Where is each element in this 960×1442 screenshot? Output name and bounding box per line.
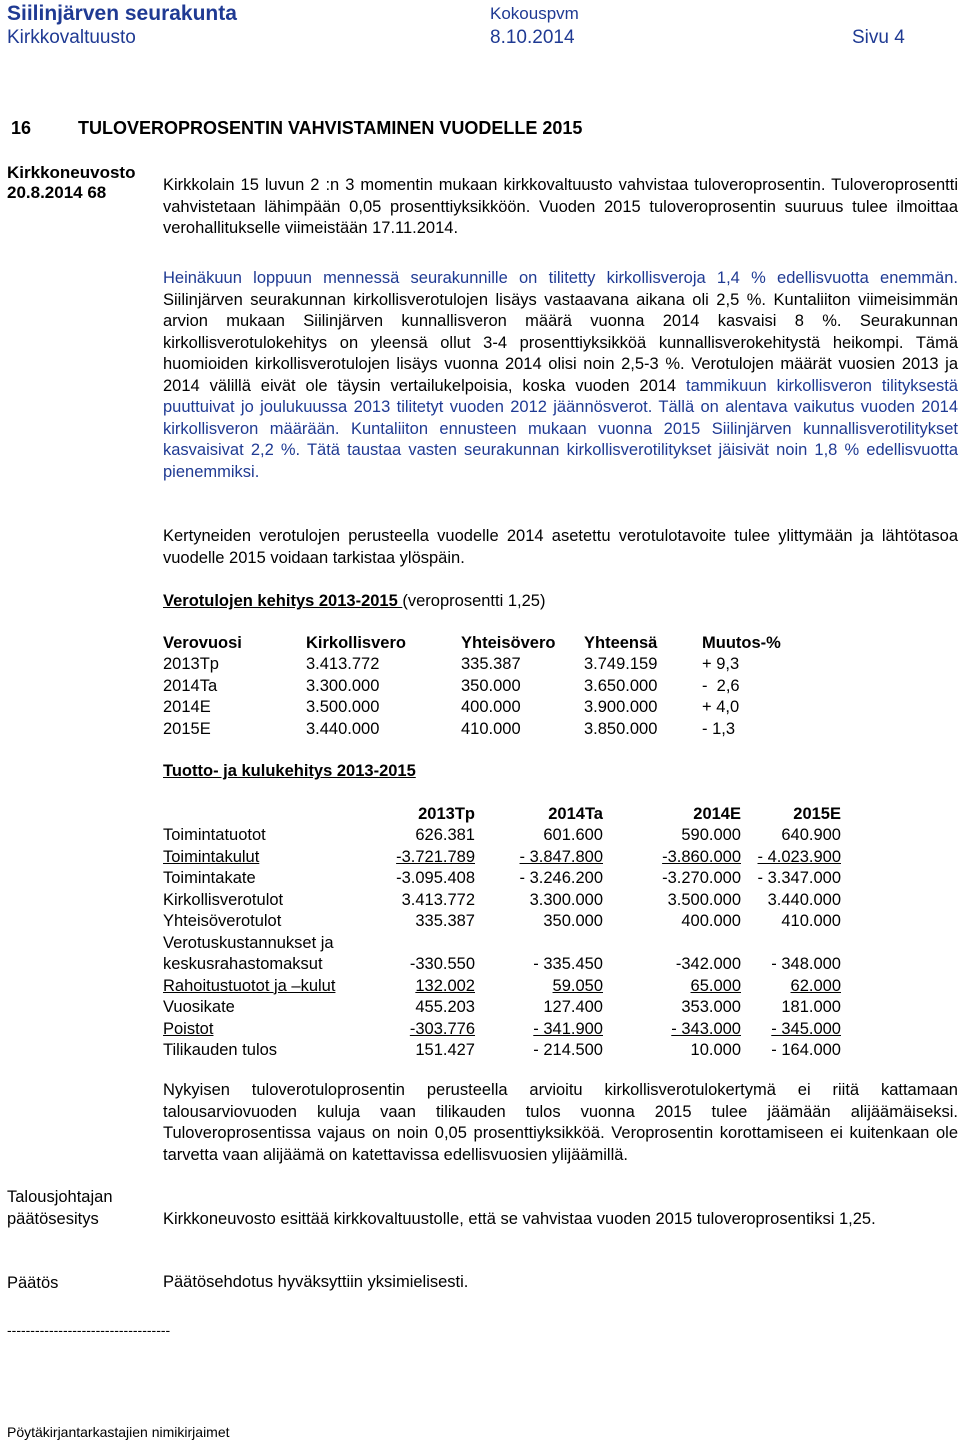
income-table-header: 2015E xyxy=(793,804,841,823)
table-cell: 3.500.000 xyxy=(306,698,380,717)
table-cell: 65.000 xyxy=(690,976,741,995)
table-cell: -303.776 xyxy=(409,1019,475,1038)
table-row xyxy=(163,997,841,1019)
table-cell: Poistot xyxy=(163,1019,214,1038)
table-cell: -3.270.000 xyxy=(662,869,741,888)
income-table-header: 2014E xyxy=(693,804,741,823)
income-table-header: 2013Tp xyxy=(418,804,475,823)
paragraph-tax-part-a: Heinäkuun loppuun mennessä seurakunnille on tilitetty kirkollisveroja 1,4 % edellisvuotta enemmän. xyxy=(163,269,958,287)
separator-line: ----------------------------------- xyxy=(7,1322,171,1338)
section-title: TULOVEROPROSENTIN VAHVISTAMINEN VUODELLE 2015 xyxy=(78,118,583,138)
table-cell: 640.900 xyxy=(781,826,841,845)
table-cell: 3.300.000 xyxy=(529,890,603,909)
tax-table-heading xyxy=(163,592,545,611)
table-row xyxy=(163,890,841,912)
table-cell: 626.381 xyxy=(415,826,475,845)
table-row xyxy=(163,697,812,719)
table-cell: keskusrahastomaksut xyxy=(163,955,323,974)
table-row xyxy=(163,825,841,847)
table-row xyxy=(163,911,841,933)
table-cell: 601.600 xyxy=(543,826,603,845)
table-cell: - 343.000 xyxy=(671,1019,741,1038)
table-cell: 2014E xyxy=(163,698,211,717)
meeting-date-label: Kokouspvm xyxy=(490,4,579,23)
tax-table-header: Yhteisövero xyxy=(461,633,556,652)
tax-table-header: Muutos-% xyxy=(702,633,781,652)
table-cell: + 4,0 xyxy=(702,698,740,717)
governing-body: Kirkkovaltuusto xyxy=(7,27,136,48)
table-cell: Verotuskustannukset ja xyxy=(163,933,334,952)
proposal-label-line1: Talousjohtajan xyxy=(7,1188,113,1206)
organization-name: Siilinjärven seurakunta xyxy=(7,2,237,25)
tax-table-title-suffix: (veroprosentti 1,25) xyxy=(402,592,546,610)
table-cell: - 4.023.900 xyxy=(757,847,841,866)
paragraph-target: Kertyneiden verotulojen perusteella vuodelle 2014 asetettu verotulotavoite tulee ylittymään ja lähtötasoa vuodelle 2015 voidaan tarkistaa ylöspäin. xyxy=(163,527,958,567)
table-cell: 181.000 xyxy=(781,998,841,1017)
table-cell xyxy=(475,933,603,955)
paragraph-deficit: Nykyisen tuloverotuloprosentin perusteella arvioitu kirkollisverotulokertymä ei riitä kattamaan talousarviovuoden kuluja vaan tilikauden tulos vuonna 2015 tulee jäämään alijäämäiseksi. Tuloveroprosentissa vajaus on noin 0,05 prosenttiyksikköä. Veroprosentin korottamiseen ei kuitenkaan ole tarvetta vaan alijäämä on katettavissa edellisvuosien ylijäämillä. xyxy=(163,1081,958,1164)
table-cell: - 3.246.200 xyxy=(519,869,603,888)
table-cell: 132.002 xyxy=(415,976,475,995)
table-cell: 151.427 xyxy=(415,1041,475,1060)
table-cell: 410.000 xyxy=(781,912,841,931)
table-cell: -3.721.789 xyxy=(396,847,475,866)
table-cell: 2014Ta xyxy=(163,676,218,695)
table-cell: + 9,3 xyxy=(702,655,740,674)
page-number: Sivu 4 xyxy=(852,27,905,48)
table-cell: Toimintakate xyxy=(163,869,256,888)
table-cell: 3.440.000 xyxy=(767,890,841,909)
table-cell: Yhteisöverotulot xyxy=(163,912,282,931)
table-cell: 3.500.000 xyxy=(667,890,741,909)
tax-table-title: Verotulojen kehitys 2013-2015 xyxy=(163,592,403,610)
table-cell: 2013Tp xyxy=(163,655,219,674)
table-cell: - 345.000 xyxy=(771,1019,841,1038)
table-cell: 590.000 xyxy=(681,826,741,845)
table-cell: Tilikauden tulos xyxy=(163,1041,278,1060)
table-cell xyxy=(741,933,841,955)
table-cell: - 2,6 xyxy=(702,676,740,695)
income-table-heading xyxy=(163,762,416,781)
table-row xyxy=(163,676,812,698)
table-cell: 62.000 xyxy=(790,976,841,995)
table-row xyxy=(163,1019,841,1041)
table-row xyxy=(163,1040,841,1062)
table-row xyxy=(163,954,841,976)
table-cell: 2015E xyxy=(163,719,211,738)
table-cell: - 341.900 xyxy=(533,1019,603,1038)
table-cell: -3.095.408 xyxy=(396,869,475,888)
table-cell: 127.400 xyxy=(543,998,603,1017)
table-cell: 455.203 xyxy=(415,998,475,1017)
income-table-header xyxy=(163,803,363,825)
table-row xyxy=(163,654,812,676)
table-cell: - 1,3 xyxy=(702,719,736,738)
table-cell: Toimintakulut xyxy=(163,847,260,866)
kirkkoneuvosto-name: Kirkkoneuvosto xyxy=(7,163,136,182)
table-row xyxy=(163,847,841,869)
table-cell: -3.860.000 xyxy=(662,847,741,866)
table-cell: Kirkollisverotulot xyxy=(163,890,284,909)
table-cell: - 3.847.800 xyxy=(519,847,603,866)
table-cell: 335.387 xyxy=(461,655,521,674)
table-cell: - 3.347.000 xyxy=(757,869,841,888)
tax-table-header: Verovuosi xyxy=(163,633,242,652)
section-number: 16 xyxy=(11,118,32,138)
table-cell: 3.413.772 xyxy=(401,890,475,909)
table-cell: - 164.000 xyxy=(771,1041,841,1060)
table-cell: 400.000 xyxy=(461,698,521,717)
table-cell: 3.850.000 xyxy=(584,719,658,738)
table-cell: 353.000 xyxy=(681,998,741,1017)
proposal-label-line2: päätösesitys xyxy=(7,1209,99,1228)
income-expense-table xyxy=(163,803,841,1062)
tax-table-header: Yhteensä xyxy=(584,633,658,652)
proposal-label xyxy=(7,1187,113,1230)
table-cell: 3.900.000 xyxy=(584,698,658,717)
table-cell: - 335.450 xyxy=(533,955,603,974)
table-row xyxy=(163,868,841,890)
table-cell: 10.000 xyxy=(690,1041,741,1060)
table-row xyxy=(163,719,812,741)
table-cell: 335.387 xyxy=(415,912,475,931)
tax-revenue-table xyxy=(163,632,812,740)
table-cell: -342.000 xyxy=(675,955,741,974)
income-table-header: 2014Ta xyxy=(548,804,603,823)
income-table-title: Tuotto- ja kulukehitys 2013-2015 xyxy=(163,762,416,780)
footer-initials-label: Pöytäkirjantarkastajien nimikirjaimet xyxy=(7,1424,230,1440)
paragraph-tax-part-d: tammikuun kirkollisveron tilityksestä puuttuivat jo joulukuussa 2013 tilitetyt vuoden 2012 jäännösverot. Tällä on alentava vaikutus vuoden 2014 kirkollisveron määrään. Kuntaliiton ennusteen mukaan vuonna 2015 Siilinjärven kunnallisverotilitykset kasvaisivat 2,2 %. Tätä taustaa vasten seurakunnan kirkollisverotilitykset jäisivät noin 1,8 % edellisvuotta pienemmiksi. xyxy=(163,376,958,481)
paragraph-tax-part-b: Siilinjärven seurakunnan kirkollisverotulojen lisäys vastaavana aikana oli 2,5 %. Kuntaliiton viimeisimmän arvion mukaan Siilinjärven kunnallisveron määrä vuonna 2014 kasvaisi 8 %. Seurakunnan kirkollisverotulokehitys on yleensä ollut 3-4 prosenttiyksikköä kunnallisverokehitystä heikompi. Tämä huomioiden kirkollisverotulojen lisäys vuonna 2014 olisi noin 2,5-3 %. xyxy=(163,290,958,373)
table-cell xyxy=(363,933,475,955)
table-cell: 3.413.772 xyxy=(306,655,380,674)
proposal-text: Kirkkoneuvosto esittää kirkkovaltuustolle, että se vahvistaa vuoden 2015 tuloveroprosentiksi 1,25. xyxy=(163,1210,876,1228)
table-cell: 400.000 xyxy=(681,912,741,931)
table-cell: 3.749.159 xyxy=(584,655,658,674)
tax-table-header: Kirkollisvero xyxy=(306,633,406,652)
kirkkoneuvosto-label xyxy=(7,163,135,203)
paragraph-intro: Kirkkolain 15 luvun 2 :n 3 momentin mukaan kirkkovaltuusto vahvistaa tuloveroprosentin. Tuloveroprosentti vahvistetaan lähimpään 0,05 prosenttiyksikköön. Vuoden 2015 tuloveroprosentin suuruus tulee ilmoittaa verohallitukselle viimeistään 17.11.2014. xyxy=(163,176,958,237)
table-cell: Rahoitustuotot ja –kulut xyxy=(163,976,336,995)
table-cell xyxy=(603,933,741,955)
decision-label: Päätös xyxy=(7,1274,59,1292)
table-cell: 3.440.000 xyxy=(306,719,380,738)
table-row xyxy=(163,976,841,998)
table-cell: Vuosikate xyxy=(163,998,235,1017)
table-cell: - 348.000 xyxy=(771,955,841,974)
table-cell: -330.550 xyxy=(409,955,475,974)
table-cell: Toimintatuotot xyxy=(163,826,266,845)
table-cell: 59.050 xyxy=(552,976,603,995)
table-cell: - 214.500 xyxy=(533,1041,603,1060)
meeting-date: 8.10.2014 xyxy=(490,27,575,48)
table-cell: 350.000 xyxy=(543,912,603,931)
table-row xyxy=(163,933,841,955)
table-cell: 3.300.000 xyxy=(306,676,380,695)
table-cell: 350.000 xyxy=(461,676,521,695)
paragraph-tax-development xyxy=(163,268,958,483)
table-cell: 410.000 xyxy=(461,719,521,738)
paragraph-tax-part-c: Verotulojen määrät vuosien 2013 ja 2014 välillä eivät ole täysin vertailukelpoisia, koska vuoden 2014 xyxy=(163,355,958,395)
decision-text: Päätösehdotus hyväksyttiin yksimielisesti. xyxy=(163,1273,469,1291)
kirkkoneuvosto-date: 20.8.2014 68 xyxy=(7,183,107,202)
table-cell: 3.650.000 xyxy=(584,676,658,695)
